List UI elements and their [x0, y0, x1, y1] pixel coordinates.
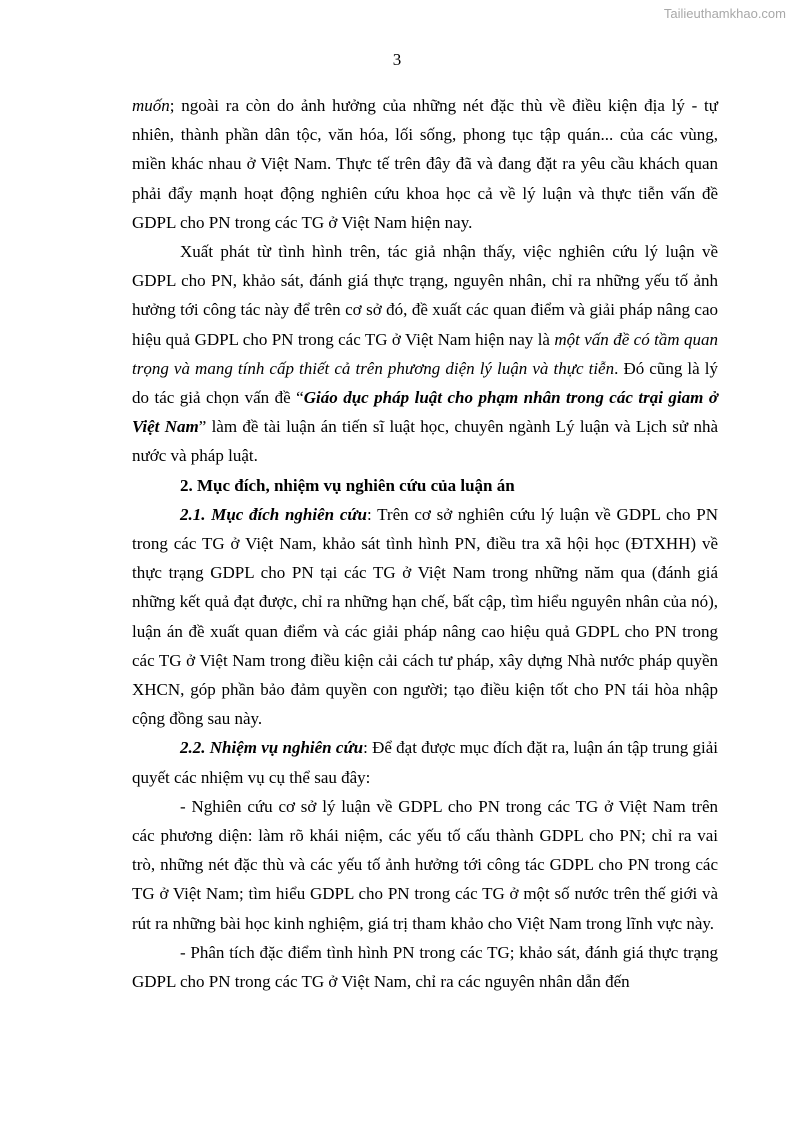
paragraph-6: - Phân tích đặc điểm tình hình PN trong các TG; khảo sát, đánh giá thực trạng GDPL cho PN trong các TG ở Việt Nam, chỉ ra các nguyên nhân dẫn đến: [132, 942, 718, 992]
paragraph-5: - Nghiên cứu cơ sở lý luận về GDPL cho PN trong các TG ở Việt Nam trên các phương diện: làm rõ khái niệm, các yếu tố cấu thành GDPL cho PN; chỉ ra vai trò, những nét đặc thù và các yếu tố ảnh hưởng tới công tác GDPL cho PN trong các TG ở Việt Nam; tìm hiểu GDPL cho PN trong các TG ở một số nước trên thế giới và rút ra những bài học kinh nghiệm, giá trị tham khảo cho Việt Nam trong lĩnh vực này.: [132, 796, 718, 933]
paragraph-text: ; ngoài ra còn do ảnh hưởng của những nét đặc thù về điều kiện địa lý - tự nhiên, thành phần dân tộc, văn hóa, lối sống, phong tục tập quán... của các vùng, miền khác nhau ở Việt Nam. Thực tế trên đây đã và đang đặt ra yêu cầu khách quan phải đẩy mạnh hoạt động nghiên cứu khoa học cả về lý luận và thực tiễn vấn đề GDPL cho PN trong các TG ở Việt Nam hiện nay.: [132, 96, 718, 232]
watermark: Tailieuthamkhao.com: [663, 6, 786, 21]
paragraph-text: . Đó cũng là lý do tác giả chọn vấn đề “: [132, 358, 718, 408]
paragraph-text: ” làm đề tài luận án tiến sĩ luật học, chuyên ngành Lý luận và Lịch sử nhà nước và pháp luật.: [132, 417, 718, 466]
subsection-heading: 2.2. Nhiệm vụ nghiên cứu: [180, 738, 364, 758]
subsection-heading: 2.1. Mục đích nghiên cứu: [180, 504, 368, 524]
section-heading: 2. Mục đích, nhiệm vụ nghiên cứu của luận án: [180, 475, 515, 495]
paragraph-3: [132, 500, 718, 734]
italic-text: muốn: [132, 96, 170, 115]
thesis-title: Giáo dục pháp luật cho phạm nhân trong các trại giam ở Việt Nam: [132, 388, 718, 437]
paragraph-4: [132, 733, 718, 791]
italic-text: một vấn đề có tầm quan trọng và mang tính cấp thiết cả trên phương diện lý luận và thực tiễn: [132, 329, 718, 378]
paragraph-text: : Trên cơ sở nghiên cứu lý luận về GDPL cho PN trong các TG ở Việt Nam, khảo sát tình hình PN, điều tra xã hội học (ĐTXHH) về thực trạng GDPL cho PN tại các TG ở Việt Nam trong những năm qua (đánh giá những kết quả đạt được, chỉ ra những hạn chế, bất cập, tìm hiểu nguyên nhân của nó), luận án đề xuất quan điểm và các giải pháp nâng cao hiệu quả GDPL cho PN trong các TG ở Việt Nam trong điều kiện cải cách tư pháp, xây dựng Nhà nước pháp quyền XHCN, góp phần bảo đảm quyền con người; tạo điều kiện tốt cho PN tái hòa nhập cộng đồng sau này.: [132, 504, 719, 729]
paragraph-2: [132, 237, 718, 471]
page-number: 3: [392, 50, 402, 69]
document-body: [132, 91, 718, 996]
paragraph-text: Xuất phát từ tình hình trên, tác giả nhận thấy, việc nghiên cứu lý luận về GDPL cho PN, khảo sát, đánh giá thực trạng, nguyên nhân, chỉ ra những yếu tố ảnh hưởng tới công tác này để trên cơ sở đó, đề xuất các quan điểm và giải pháp nâng cao hiệu quả GDPL cho PN trong các TG ở Việt Nam hiện nay là: [132, 242, 718, 349]
paragraph-1: [132, 91, 718, 237]
paragraph-text: : Để đạt được mục đích đặt ra, luận án tập trung giải quyết các nhiệm vụ cụ thể sau đây:: [132, 738, 718, 787]
